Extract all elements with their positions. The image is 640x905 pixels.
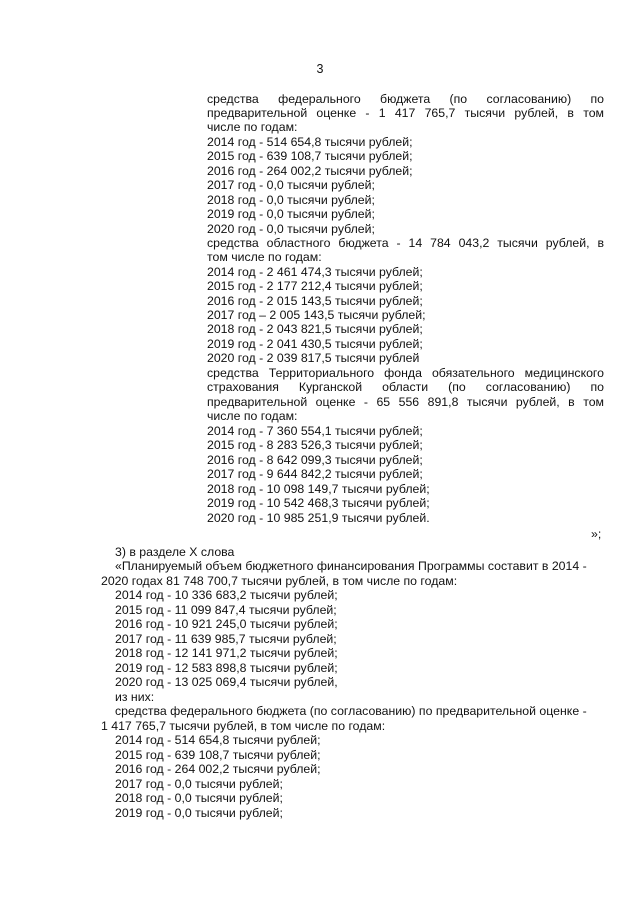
text-line: страхования Курганской области (по согласованию) по <box>207 380 604 394</box>
text-line: 2018 год - 10 098 149,7 тысячи рублей; <box>207 482 430 496</box>
text-line: 2020 год - 10 985 251,9 тысячи рублей. <box>207 511 430 525</box>
text-line: 2018 год - 0,0 тысячи рублей; <box>115 791 283 805</box>
text-line: 2019 год - 12 583 898,8 тысячи рублей; <box>115 661 338 675</box>
closing-quote: »; <box>591 527 602 541</box>
text-line: 2017 год - 0,0 тысячи рублей; <box>115 777 283 791</box>
text-line: 2018 год - 12 141 971,2 тысячи рублей; <box>115 646 338 660</box>
text-line: 2020 годах 81 748 700,7 тысячи рублей, в том числе по годам: <box>101 574 458 588</box>
text-line: из них: <box>115 690 155 704</box>
text-line: 2020 год - 0,0 тысячи рублей; <box>207 222 375 236</box>
text-line: 2014 год - 514 654,8 тысячи рублей; <box>207 135 413 149</box>
text-line: 2019 год - 0,0 тысячи рублей; <box>207 207 375 221</box>
text-line: 2020 год - 13 025 069,4 тысячи рублей, <box>115 675 338 689</box>
text-line: 2016 год - 2 015 143,5 тысячи рублей; <box>207 294 423 308</box>
text-line: 2016 год - 8 642 099,3 тысячи рублей; <box>207 453 423 467</box>
text-line: 2014 год - 2 461 474,3 тысячи рублей; <box>207 265 423 279</box>
text-line: 2015 год - 639 108,7 тысячи рублей; <box>115 748 321 762</box>
text-line: числе по годам: <box>207 409 298 423</box>
text-line: 2016 год - 264 002,2 тысячи рублей; <box>207 164 413 178</box>
text-line: 2015 год - 639 108,7 тысячи рублей; <box>207 149 413 163</box>
text-line: 1 417 765,7 тысячи рублей, в том числе по годам: <box>101 719 386 733</box>
text-line: 2019 год - 10 542 468,3 тысячи рублей; <box>207 496 430 510</box>
text-line: «Планируемый объем бюджетного финансирования Программы составит в 2014 - <box>115 559 587 573</box>
text-line: предварительной оценке - 1 417 765,7 тысячи рублей, в том <box>207 106 604 120</box>
text-line: средства федерального бюджета (по согласованию) по <box>207 92 604 106</box>
text-line: средства Территориального фонда обязательного медицинского <box>207 366 604 380</box>
text-line: 2014 год - 10 336 683,2 тысячи рублей; <box>115 588 338 602</box>
text-line: 2017 год - 9 644 842,2 тысячи рублей; <box>207 467 423 481</box>
text-line: 2015 год - 11 099 847,4 тысячи рублей; <box>115 603 337 617</box>
text-line: 2019 год - 0,0 тысячи рублей; <box>115 806 283 820</box>
text-line: 2014 год - 514 654,8 тысячи рублей; <box>115 733 321 747</box>
text-line: 2018 год - 2 043 821,5 тысячи рублей; <box>207 322 423 336</box>
text-line: 2019 год - 2 041 430,5 тысячи рублей; <box>207 337 423 351</box>
section-heading: 3) в разделе X слова <box>115 545 235 559</box>
text-line: 2015 год - 2 177 212,4 тысячи рублей; <box>207 279 423 293</box>
text-line: 2015 год - 8 283 526,3 тысячи рублей; <box>207 438 423 452</box>
text-line: 2017 год - 0,0 тысячи рублей; <box>207 178 375 192</box>
text-line: 2014 год - 7 360 554,1 тысячи рублей; <box>207 424 423 438</box>
text-line: 2016 год - 10 921 245,0 тысячи рублей; <box>115 617 338 631</box>
text-line: числе по годам: <box>207 120 298 134</box>
text-line: 2016 год - 264 002,2 тысячи рублей; <box>115 762 321 776</box>
text-line: средства федерального бюджета (по согласованию) по предварительной оценке - <box>115 704 587 718</box>
text-line: средства областного бюджета - 14 784 043,2 тысячи рублей, в <box>207 236 604 250</box>
text-line: том числе по годам: <box>207 250 322 264</box>
text-line: 2018 год - 0,0 тысячи рублей; <box>207 193 375 207</box>
text-line: 2017 год – 2 005 143,5 тысячи рублей; <box>207 308 426 322</box>
page-number: 3 <box>316 62 324 76</box>
text-line: 2020 год - 2 039 817,5 тысячи рублей <box>207 351 420 365</box>
text-line: предварительной оценке - 65 556 891,8 тысячи рублей, в том <box>207 395 604 409</box>
text-line: 2017 год - 11 639 985,7 тысячи рублей; <box>115 632 337 646</box>
